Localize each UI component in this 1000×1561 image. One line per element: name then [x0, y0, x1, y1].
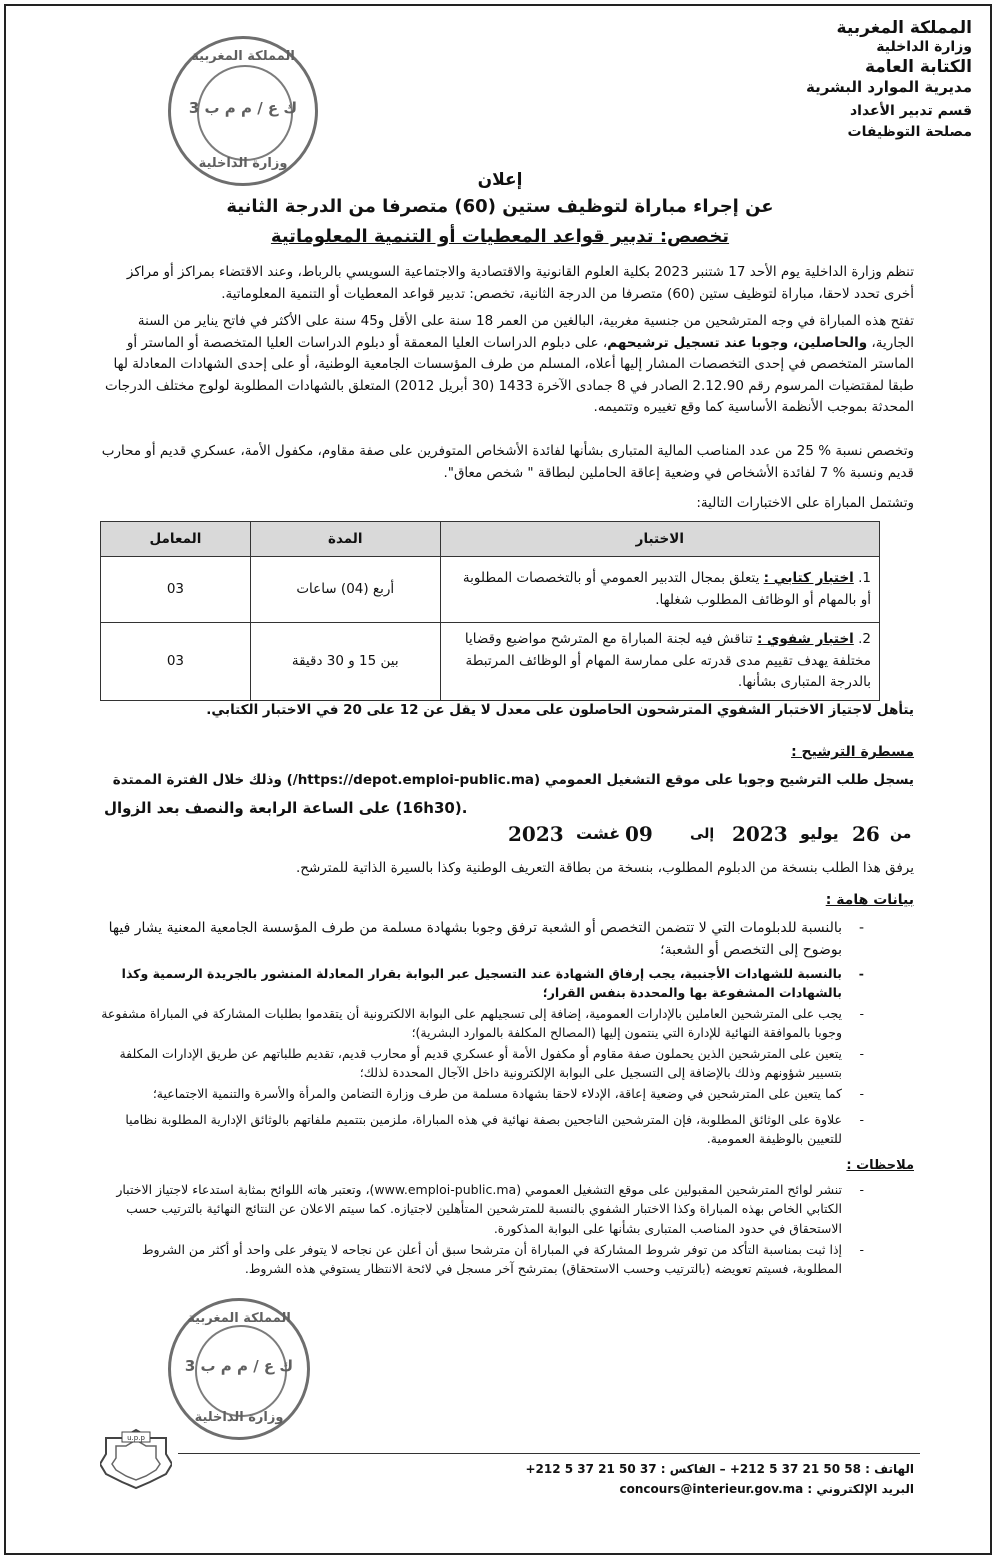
kingdom-name: المملكة المغربية: [836, 18, 972, 38]
list-item: - يتعين على المترشحين الذين يحملون صفة مقاوم أو مكفول الأمة أو عسكري قديم أو محارب قديم، تقديم طلباتهم عن طريق الإدارات المكلفة بتسيير شؤونهم وذلك بالإضافة إلى التسجيل على البوابة الإلكترونية داخل الآجال المحددة لذلك؛: [119, 1046, 864, 1081]
email-address: concours@interieur.gov.ma: [619, 1482, 804, 1496]
tests-intro: وتشتمل المباراة على الاختبارات التالية:: [696, 495, 914, 511]
announcement-specialty: تخصص: تدبير قواعد المعطيات أو التنمية المعلوماتية: [270, 226, 730, 247]
email-label: البريد الإلكتروني :: [807, 1482, 914, 1496]
stamp-bottom-text: وزارة الداخلية: [198, 156, 288, 171]
stamp-code: ك ع / م م ب 3: [188, 99, 298, 117]
table-row: [101, 623, 880, 701]
test-duration: أربع (04) ساعات: [250, 557, 440, 623]
attachment-note: يرفق هذا الطلب بنسخة من الدبلوم المطلوب، بنسخة من بطاقة التعريف الوطنية وكذا بالسيرة الذاتية للمترشح.: [296, 860, 914, 876]
list-item: - بالنسبة للشهادات الأجنبية، يجب إرفاق الشهادة عند التسجيل عبر البوابة بقرار المعادلة المنشور بالجريدة الرسمية وكذا بالشهادات المشفوعة بها والمحددة بنفس القرار؛: [121, 966, 864, 1001]
fax-number: +212 5 37 21 50 37: [525, 1462, 657, 1476]
from-year: 2023: [732, 822, 788, 846]
ministry-stamp-top: [168, 36, 318, 186]
table-header-duration: المدة: [250, 522, 440, 557]
footer-contact: [525, 1462, 914, 1476]
list-item: - علاوة على الوثائق المطلوبة، فإن المترشحين الناجحين بصفة نهائية في هذه المباراة، ملزمين بتتميم ملفاتهم بالوثائق الإدارية المطلوبة نظاميا للتعيين بالوظيفة العمومية.: [125, 1112, 864, 1147]
qualification-note: يتأهل لاجتياز الاختبار الشفوي المترشحون الحاصلون على معدل لا يقل عن 12 على 20 في الاختبار الكتابي.: [206, 702, 914, 718]
candidacy-period: [100, 793, 900, 825]
test-description: 2. اختبار شفوي : تناقش فيه لجنة المباراة مع المترشح مواضيع وقضايا مختلفة يهدف تقييم مدى قدرته على ممارسة المهام أو الوظائف المرتبطة بالدرجة المتبارى بشأنها.: [440, 623, 879, 701]
phone-number: +212 5 37 21 50 58: [729, 1462, 861, 1476]
stamp-top-text: المملكة المغربية: [191, 49, 295, 64]
list-item: - بالنسبة للدبلومات التي لا تتضمن التخصص أو الشعبة ترفق وجوبا بشهادة مسلمة من طرف المؤسسة الجامعية المعنية يشار فيها بوضوح إلى التخصص أو الشعبة؛: [108, 920, 864, 958]
quota-paragraph: وتخصص نسبة % 25 من عدد المناصب المالية المتبارى بشأنها لفائدة الأشخاص المتوفرين على صفة مقاوم، مكفول الأمة، عسكري قديم أو محارب قديم ونسبة % 7 لفائدة الأشخاص في وضعية إعاقة الحاملين لبطاقة " شخص معاق".: [101, 443, 914, 481]
general-secretariat: الكتابة العامة: [864, 56, 972, 77]
list-item: - كما يتعين على المترشحين في وضعية إعاقة، الإدلاء لاحقا بشهادة مسلمة من طرف وزارة التضامن والمرأة والأسرة والتنمية الاجتماعية؛: [152, 1086, 864, 1101]
to-month: غشت: [576, 824, 621, 843]
test-coefficient: 03: [101, 623, 251, 701]
notes-heading: ملاحظات :: [846, 1158, 914, 1173]
emblem-text: u.p.p: [127, 1434, 145, 1442]
list-item: - تنشر لوائح المترشحين المقبولين على موقع التشغيل العمومي (www.emploi-public.ma)، وتعتبر هاته اللوائح بمثابة استدعاء لاجتياز الاختبار الكتابي الخاص بهذه المباراة وكذا الاختبار الشفوي بالنسبة للمترشحين المتأهلين لاجتيازه. كما سيتم الاعلان عن النتائج النهائية بالترتيب حسب الاستحقاق في حدود المناصب المتبارى بشأنها على البوابة المذكورة.: [116, 1182, 864, 1236]
from-month: يوليو: [800, 824, 839, 843]
eligibility-paragraph: تفتح هذه المباراة في وجه المترشحين من جنسية مغربية، البالغين من العمر 18 سنة على الأقل و45 سنة على الأكثر في فاتح يناير من السنة الجارية، والحاصلين، وجوبا عند تسجيل ترشيحهم، على دبلوم الدراسات العليا المعمقة أو دبلوم الدراسات العليا المتخصصة أو الماستر أو الماستر المتخصص في إحدى التخصصات المشار إليها أعلاه، المسلم من طرف المؤسسات الجامعية الوطنية، أو على إحدى الشهادات المعادلة لها طبقا لمقتضيات المرسوم رقم 2.12.90 الصادر في 8 جمادى الآخرة 1433 (30 أبريل 2012) المتعلق بالشهادات المطلوبة لولوج مختلف الدرجات المحدثة بموجب الأنظمة الأساسية كما وقع تغييره وتتميمه.: [104, 313, 914, 416]
ministry-emblem-icon: [100, 1428, 172, 1490]
intro-paragraph: تنظم وزارة الداخلية يوم الأحد 17 شتنبر 2023 بكلية العلوم القانونية والاقتصادية والاجتماعية السويسي بالرباط، وعند الاقتضاء بمراكز أو مراكز أخرى تحدد لاحقا، مباراة لتوظيف ستين (60) متصرفا من الدرجة الثانية، تخصص: تدبير قواعد المعطيات أو التنمية المعلوماتية.: [126, 264, 914, 302]
test-duration: بين 15 و 30 دقيقة: [250, 623, 440, 701]
service-name: مصلحة التوظيفات: [847, 124, 972, 141]
footer-divider: [178, 1453, 920, 1454]
from-label: من: [890, 826, 912, 842]
ministry-stamp-bottom: المملكة المغربية ك ع / م م ب 3 وزارة الداخلية: [168, 1298, 310, 1440]
division-name: قسم تدبير الأعداد: [849, 102, 972, 119]
test-coefficient: 03: [101, 557, 251, 623]
ministry-name: وزارة الداخلية: [876, 39, 972, 56]
footer-email: [620, 1482, 914, 1496]
date-range: [100, 822, 914, 852]
important-heading: بيانات هامة :: [825, 892, 914, 908]
letterhead: [652, 18, 972, 142]
to-day: 09: [625, 822, 653, 846]
from-day: 26: [852, 822, 880, 846]
candidacy-url: (https://depot.emploi-public.ma/): [286, 772, 541, 788]
to-label: إلى: [690, 826, 715, 842]
phone-label: الهاتف :: [865, 1462, 914, 1476]
tests-table: [100, 521, 880, 701]
to-year: 2023: [508, 822, 564, 846]
table-row: [101, 557, 880, 623]
test-description: 1. اختبار كتابي : يتعلق بمجال التدبير العمومي أو بالتخصصات المطلوبة أو بالمهام أو الوظائف المطلوب شغلها.: [440, 557, 879, 623]
candidacy-heading: مسطرة الترشيح :: [791, 744, 914, 760]
list-item: - إذا ثبت بمناسبة التأكد من توفر شروط المشاركة في المباراة أن مترشحا سبق أن أعلن عن نجاحه لا يتوفر على واحد أو أكثر من الشروط المطلوبة، فسيتم تعويضه (بالترتيب وحسب الاستحقاق) بمترشح آخر مسجل في لائحة الانتظار يستوفي هذه الشروط.: [142, 1242, 864, 1277]
announcement-label: إعلان: [477, 170, 523, 190]
deadline-text: على الساعة الرابعة والنصف بعد الزوال (16h30).: [104, 799, 468, 817]
table-header-test: الاختبار: [440, 522, 879, 557]
announcement-title: عن إجراء مباراة لتوظيف ستين (60) متصرفا من الدرجة الثانية: [226, 196, 774, 217]
list-item: - يجب على المترشحين العاملين بالإدارات العمومية، إضافة إلى تسجيلهم على البوابة الالكترونية أن يتقدموا بطلبات المشاركة في المباراة مشفوعة وجوبا بالموافقة النهائية للإدارة التي ينتمون إليها (المصالح المكلفة بالموارد البشرية)؛: [101, 1006, 864, 1041]
table-header-row: [101, 522, 880, 557]
fax-label: – الفاكس :: [660, 1462, 726, 1476]
candidacy-line: يسجل طلب الترشيح وجوبا على موقع التشغيل العمومي (https://depot.emploi-public.ma/) وذلك خلال الفترة الممتدة: [112, 772, 914, 788]
directorate-name: مديرية الموارد البشرية: [805, 78, 972, 96]
table-header-coefficient: المعامل: [101, 522, 251, 557]
